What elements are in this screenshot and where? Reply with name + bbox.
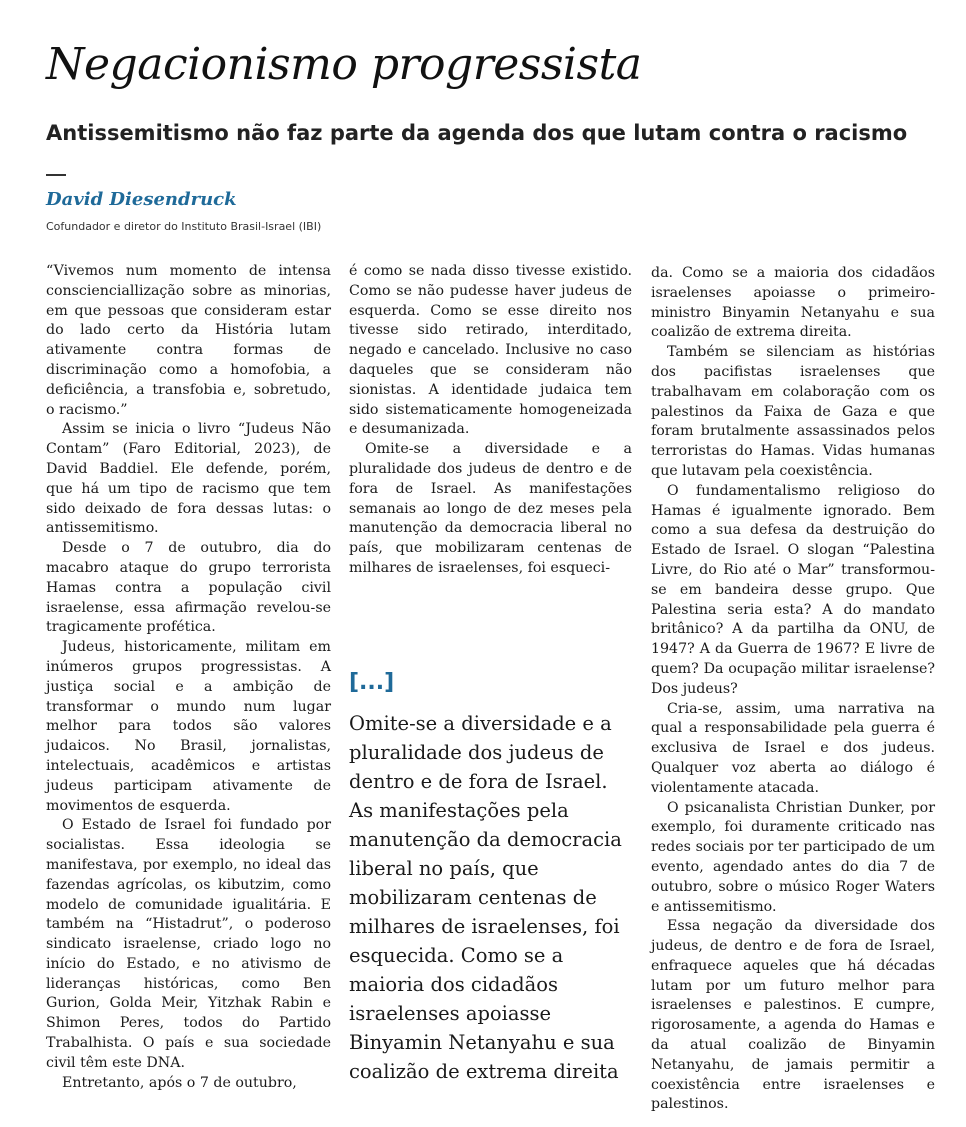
author-name: David Diesendruck xyxy=(46,189,237,210)
paragraph: Essa negação da diversidade dos judeus, de dentro e de fora de Israel, enfraquece aqueles que há décadas lutam por um futuro melhor para israelenses e palestinos. E cumpre, rigorosamente, a agenda do Hamas e da atual coalizão de Binyamin Netanyahu, de jamais permitir a coexistência entre israelenses e palestinos. xyxy=(651,918,935,1113)
paragraph: O fundamentalismo religioso do Hamas é igualmente ignorado. Bem como a sua defesa da destruição do Estado de Israel. O slogan “Palestina Livre, do Rio até o Mar” transformou-se em bandeira desse grupo. Que Palestina seria esta? A do mandato britânico? A da partilha da ONU, de 1947? A da Guerra de 1967? E livre de quem? Da ocupação militar israelense? Dos judeus? xyxy=(651,482,935,697)
paragraph: Assim se inicia o livro “Judeus Não Contam” (Faro Editorial, 2023), de David Baddiel. Ele defende, porém, que há um tipo de racismo que tem sido deixado de fora dessas lutas: o antissemitismo. xyxy=(46,421,331,537)
paragraph: O psicanalista Christian Dunker, por exemplo, foi duramente criticado nas redes sociais por ter participado de um evento, agendado antes do dia 7 de outubro, sobre o músico Roger Waters e antissemitismo. xyxy=(651,799,935,915)
paragraph: O Estado de Israel foi fundado por socialistas. Essa ideologia se manifestava, por exemplo, no ideal das fazendas agrícolas, os kibutzim, como modelo de comunidade igualitária. E também na “Histadrut”, o poderoso sindicato israelense, criado logo no início do Estado, e no ativismo de lideranças históricas, como Ben Gurion, Golda Meir, Yitzhak Rabin e Shimon Peres, todos do Partido Trabalhista. O país e sua sociedade civil têm este DNA. xyxy=(46,817,331,1071)
article-column-3 xyxy=(651,264,935,1115)
paragraph: Também se silenciam as histórias dos pacifistas israelenses que trabalhavam em colaboração com os palestinos da Faixa de Gaza e que foram brutalmente assassinados pelos terroristas do Hamas. Vidas humanas que lutavam pela coexistência. xyxy=(651,344,935,479)
paragraph: Judeus, historicamente, militam em inúmeros grupos progressistas. A justiça social e a ambição de transformar o mundo num lugar melhor para todos são valores judaicos. No Brasil, jornalistas, intelectuais, acadêmicos e artistas judeus participam ativamente de movimentos de esquerda. xyxy=(46,639,331,814)
paragraph: da. Como se a maioria dos cidadãos israelenses apoiasse o primeiro-ministro Binyamin Netanyahu e sua coalizão de extrema direita. xyxy=(651,265,935,341)
author-role: Cofundador e diretor do Instituto Brasil-Israel (IBI) xyxy=(46,220,322,233)
article-column-1 xyxy=(46,262,331,1093)
author-divider xyxy=(46,174,66,176)
subheadline: Antissemitismo não faz parte da agenda dos que lutam contra o racismo xyxy=(46,121,908,145)
paragraph: “Vivemos num momento de intensa conscienciallização sobre as minorias, em que pessoas que consideram estar do lado certo da História lutam ativamente contra formas de discriminação como a homofobia, a deficiência, a transfobia e, sobretudo, o racismo.” xyxy=(46,263,331,418)
paragraph: Entretanto, após o 7 de outubro, xyxy=(62,1074,297,1091)
paragraph: Desde o 7 de outubro, dia do macabro ataque do grupo terrorista Hamas contra a população civil israelense, essa afirmação revelou-se tragicamente profética. xyxy=(46,540,331,636)
paragraph: Omite-se a diversidade e a pluralidade dos judeus de dentro e de fora de Israel. As manifestações semanais ao longo de dez meses pela manutenção da democracia liberal no país, que mobilizaram centenas de milhares de israelenses, foi esqueci- xyxy=(349,441,632,576)
headline: Negacionismo progressista xyxy=(46,39,642,90)
paragraph: Cria-se, assim, uma narrativa na qual a responsabilidade pela guerra é exclusiva de Israel e dos judeus. Qualquer voz aberta ao diálogo é violentamente atacada. xyxy=(651,700,935,796)
pull-quote-marker: [...] xyxy=(349,670,395,695)
pull-quote: Omite-se a diversidade e a pluralidade dos judeus de dentro e de fora de Israel. As manifestações pela manutenção da democracia liberal no país, que mobilizaram centenas de milhares de israelenses, foi esquecida. Como se a maioria dos cidadãos israelenses apoiasse Binyamin Netanyahu e sua coalizão de extrema direita xyxy=(349,712,622,1083)
paragraph: é como se nada disso tivesse existido. Como se não pudesse haver judeus de esquerda. Como se esse direito nos tivesse sido retirado, interditado, negado e cancelado. Inclusive no caso daqueles que se consideram não sionistas. A identidade judaica tem sido sistematicamente homogeneizada e desumanizada. xyxy=(349,263,632,438)
article-column-2 xyxy=(349,262,632,579)
